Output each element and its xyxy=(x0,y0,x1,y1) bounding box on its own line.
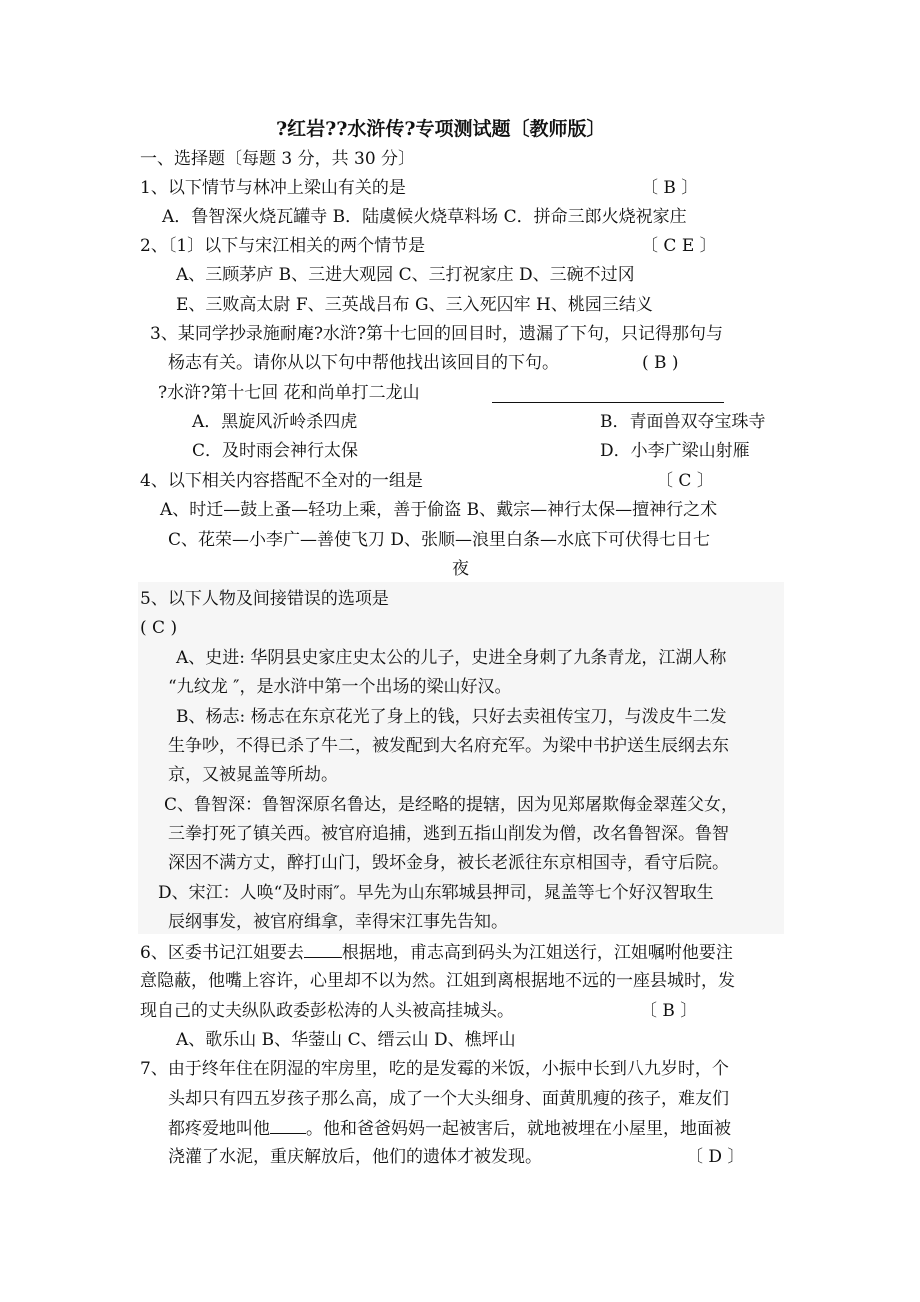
q5-c-line2: 三拳打死了镇关西。被官府追捕，逃到五指山削发为僧，改名鲁智深。鲁智 xyxy=(168,824,729,844)
q5-d-line1: D、宋江：人唤“及时雨″。早先为山东郓城县押司，晁盖等七个好汉智取生 xyxy=(158,883,714,903)
q5-stem: 5、以下人物及间接错误的选项是 xyxy=(140,589,389,609)
q4-answer: 〔 C 〕 xyxy=(656,471,714,491)
q3-option-c: C．及时雨会神行太保 xyxy=(192,441,359,461)
q2-answer: 〔 C E 〕 xyxy=(641,236,717,256)
q7-line2: 头却只有四五岁孩子那么高，成了一个大头细身、面黄肌瘦的孩子，难友们 xyxy=(168,1089,729,1109)
q6-line2: 意隐蔽，他嘴上容许，心里却不以为然。江姐到离根据地不远的一座县城时，发 xyxy=(140,971,735,991)
q3-line1: 3、某同学抄录施耐庵?水浒?第十七回的回目时，遗漏了下句，只记得那句与 xyxy=(150,324,724,344)
q6-options: A、歌乐山 B、华蓥山 C、缙云山 D、樵坪山 xyxy=(176,1030,516,1050)
q1-options: A．鲁智深火烧瓦罐寺 B．陆虞候火烧草料场 C．拼命三郎火烧祝家庄 xyxy=(162,207,687,227)
q2-options-row2: E、三败高太尉 F、三英战吕布 G、三入死囚牢 H、桃园三结义 xyxy=(176,295,653,315)
q3-option-a: A．黑旋风沂岭杀四虎 xyxy=(192,412,358,432)
q5-a-line2: “九纹龙 ″，是水浒中第一个出场的梁山好汉。 xyxy=(168,677,512,697)
q3-line2: 杨志有关。请你从以下句中帮他找出该回目的下句。 xyxy=(168,353,559,373)
q7-line1: 7、由于终年住在阴湿的牢房里，吃的是发霉的米饭，小振中长到八九岁时，个 xyxy=(140,1059,729,1079)
q7-line3 xyxy=(168,1117,731,1140)
q3-option-b: B．青面兽双夺宝珠寺 xyxy=(600,412,766,432)
q3-answer-blank xyxy=(492,402,724,403)
q5-b-line1: B、杨志: 杨志在东京花光了身上的钱，只好去卖祖传宝刀，与泼皮牛二发 xyxy=(176,707,727,727)
q1-stem: 1、以下情节与林冲上梁山有关的是 xyxy=(140,178,406,198)
q5-c-line1: C、鲁智深：鲁智深原名鲁达，是经略的提辖，因为见郑屠欺侮金翠莲父女， xyxy=(164,795,739,815)
q7-line3-start: 都疼爱地叫他 xyxy=(168,1119,270,1139)
q6-answer: 〔 B 〕 xyxy=(640,1001,698,1021)
q3-option-d: D．小李广梁山射雁 xyxy=(600,441,750,461)
q5-b-line2: 生争吵，不得已杀了牛二，被发配到大名府充军。为梁中书护送生辰纲去东 xyxy=(168,736,729,756)
q7-blank xyxy=(270,1117,306,1134)
section-heading: 一、选择题〔每题 3 分，共 30 分〕 xyxy=(140,149,416,169)
q6-blank xyxy=(304,941,342,958)
q3-line3: ?水浒?第十七回 花和尚单打二龙山 xyxy=(158,383,420,403)
q3-answer: ( B ) xyxy=(642,353,679,373)
q6-line3: 现自己的丈夫纵队政委彭松涛的人头被高挂城头。 xyxy=(140,1001,514,1021)
q7-line3-end: 。他和爸爸妈妈一起被害后，就地被埋在小屋里，地面被 xyxy=(306,1119,731,1139)
q5-c-line3: 深因不满方丈，醉打山门，毁坏金身，被长老派往东京相国寺，看守后院。 xyxy=(168,853,729,873)
q4-options-row2-cont: 夜 xyxy=(452,559,469,579)
q5-answer: ( C ) xyxy=(140,618,178,638)
q6-line1-end: 根据地，甫志高到码头为江姐送行，江姐嘱咐他要注 xyxy=(341,943,733,963)
q4-options-row2: C、花荣—小李广—善使飞刀 D、张顺—浪里白条—水底下可伏得七日七 xyxy=(168,530,711,550)
q7-line4: 浇灌了水泥，重庆解放后，他们的遗体才被发现。 xyxy=(168,1147,542,1167)
q4-stem: 4、以下相关内容搭配不全对的一组是 xyxy=(140,471,423,491)
q5-b-line3: 京，又被晁盖等所劫。 xyxy=(168,765,338,785)
q2-stem: 2、〔1〕以下与宋江相关的两个情节是 xyxy=(140,236,426,256)
q6-line1-start: 6、区委书记江姐要去 xyxy=(140,943,304,963)
q7-answer: 〔 D 〕 xyxy=(686,1147,745,1167)
q4-options-row1: A、时迁—鼓上蚤—轻功上乘，善于偷盗 B、戴宗—神行太保—擅神行之术 xyxy=(160,500,718,520)
q2-options-row1: A、三顾茅庐 B、三进大观园 C、三打祝家庄 D、三碗不过冈 xyxy=(176,265,635,285)
q1-answer: 〔 B 〕 xyxy=(641,178,699,198)
page-title: ?红岩??水浒传?专项测试题〔教师版〕 xyxy=(276,118,606,140)
q5-d-line2: 辰纲事发，被官府缉拿，幸得宋江事先告知。 xyxy=(168,912,508,932)
q5-a-line1: A、史进: 华阴县史家庄史太公的儿子，史进全身刺了九条青龙，江湖人称 xyxy=(176,648,727,668)
q6-line1 xyxy=(140,941,733,964)
